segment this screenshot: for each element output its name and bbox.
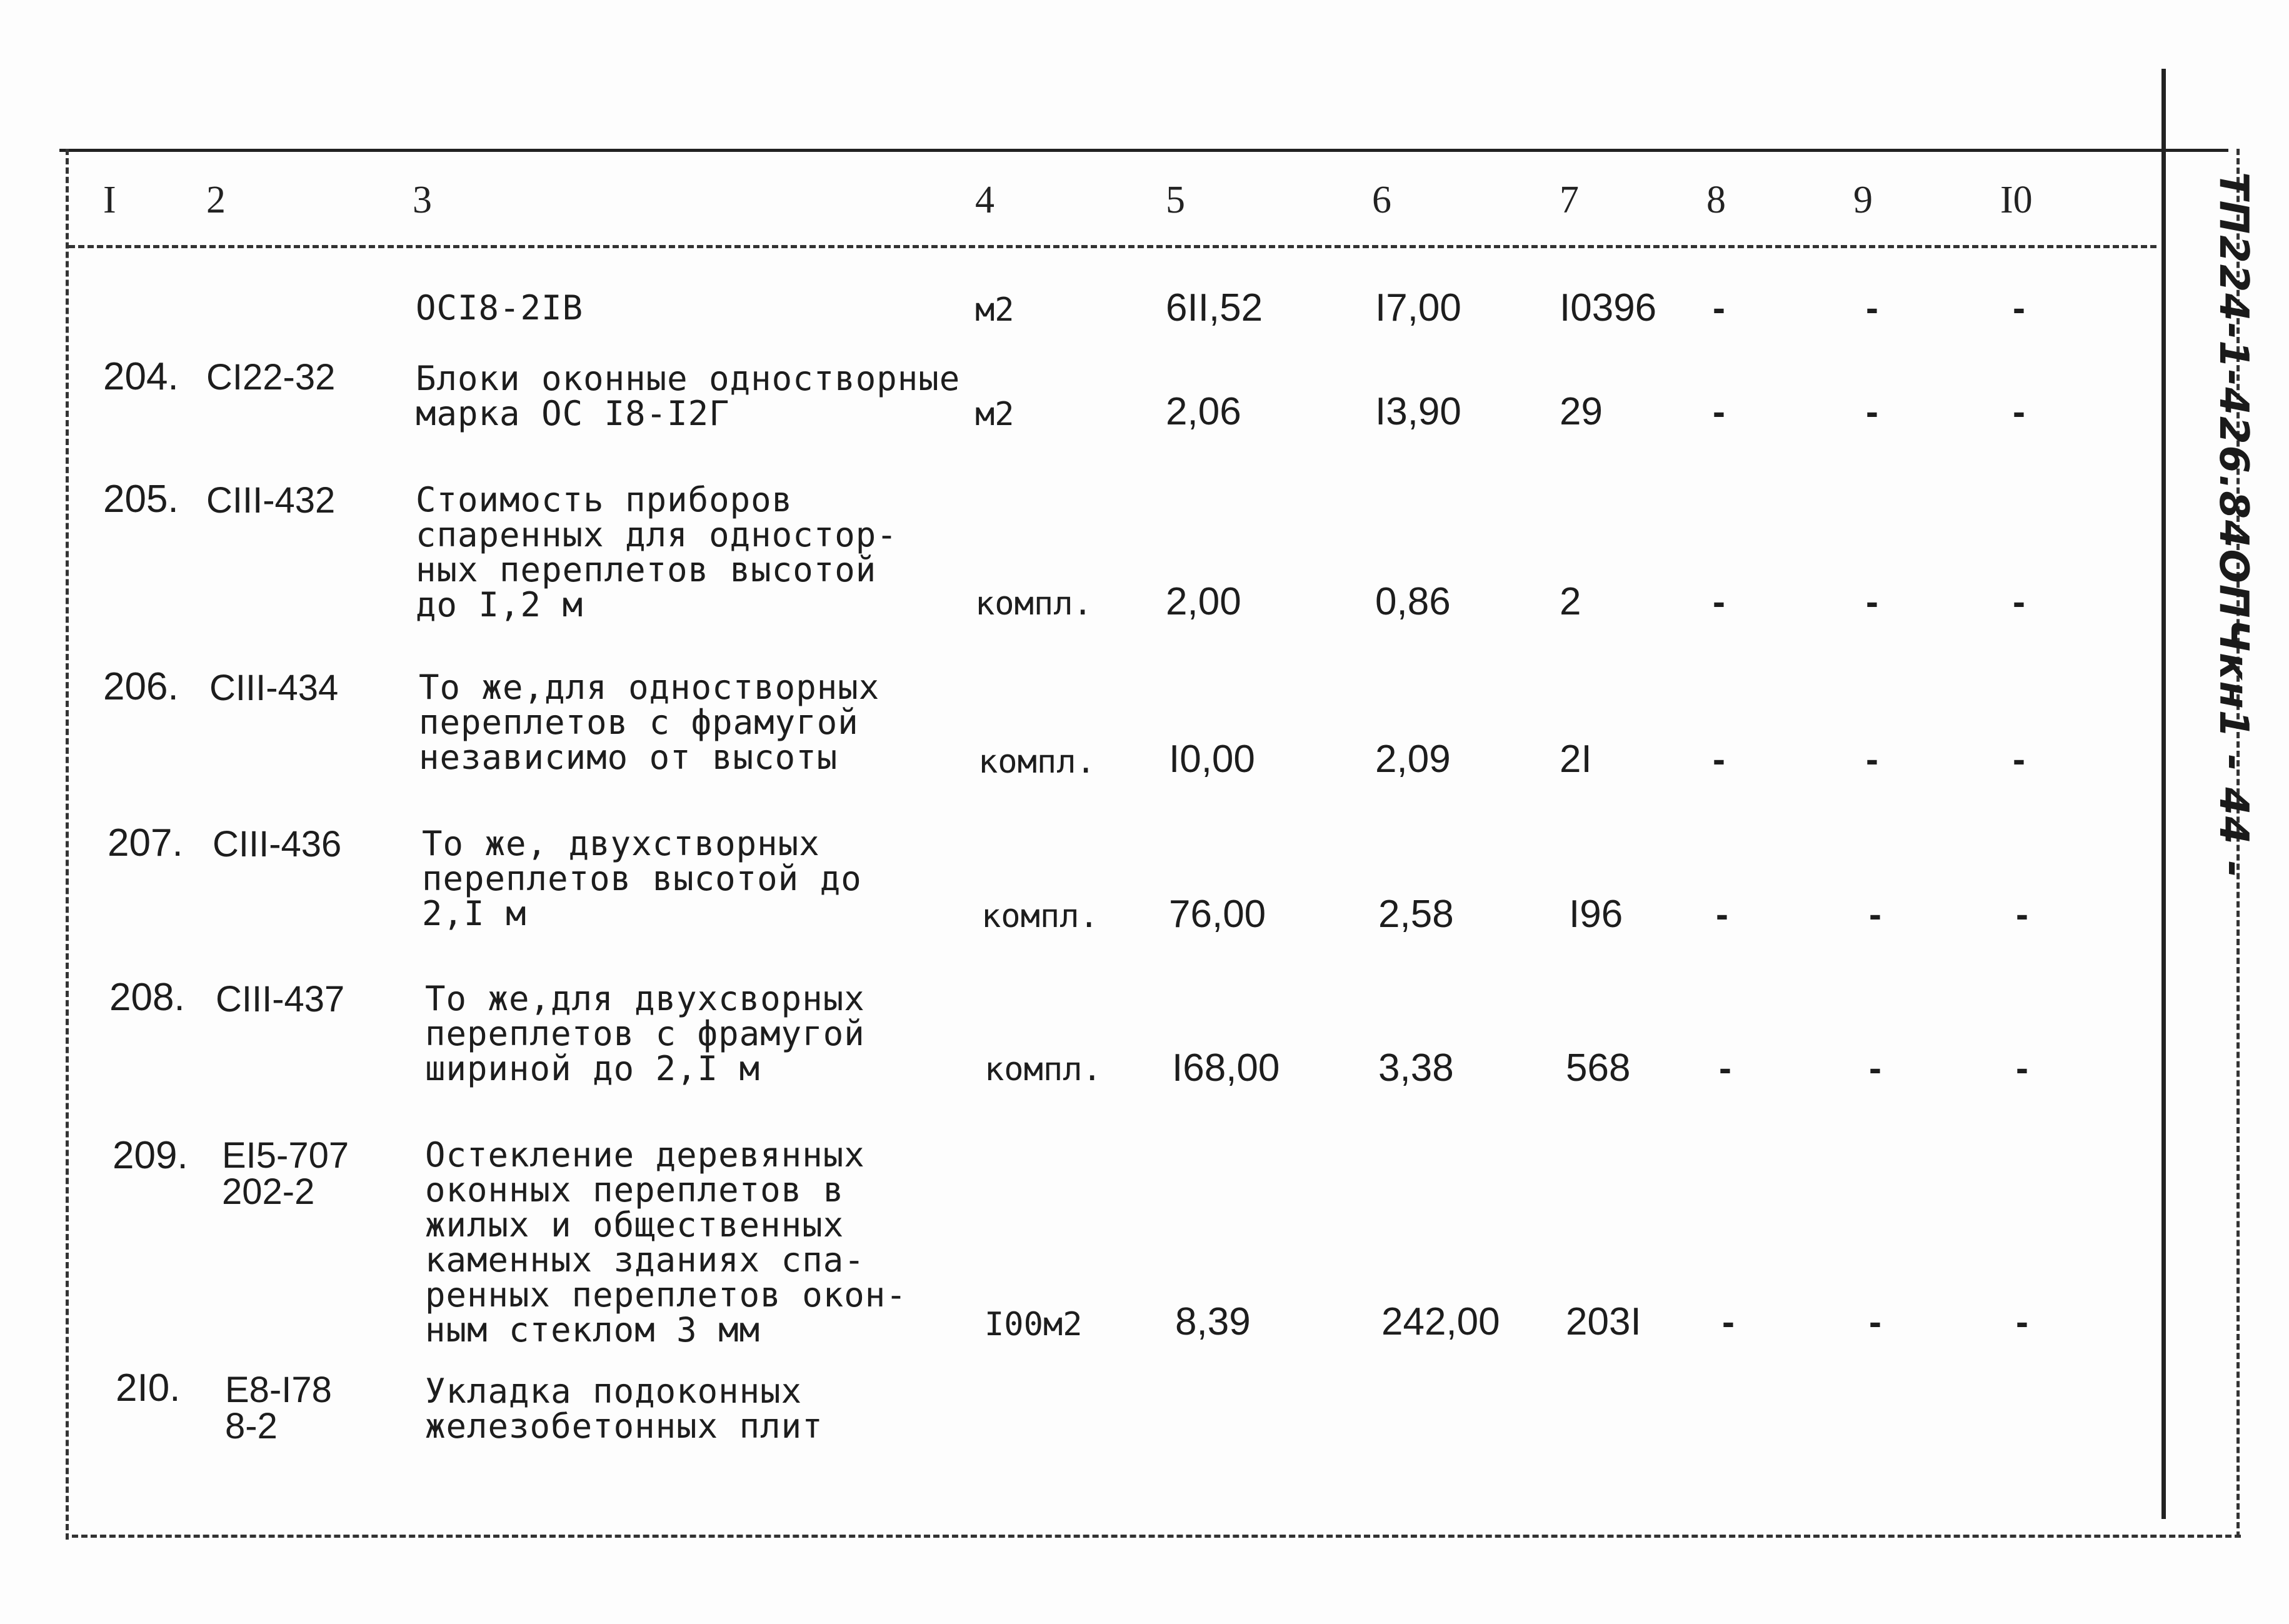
left-rule xyxy=(66,149,69,1540)
table-row-unit: I00м2 xyxy=(984,1306,1083,1343)
table-row-unit: компл. xyxy=(981,898,1099,935)
table-row-number: 204. xyxy=(103,355,179,398)
table-row-desc: Укладка подоконных железобетонных плит xyxy=(425,1371,823,1446)
table-row-col8: - xyxy=(1716,893,1728,935)
table-row-desc: OCI8-2IB xyxy=(416,288,584,328)
table-row-col5: 6II,52 xyxy=(1166,286,1263,329)
table-row-col6: I3,90 xyxy=(1375,390,1461,433)
table-row-code: CIII-437 xyxy=(216,979,345,1020)
top-rule xyxy=(59,149,2228,152)
column-header-2: 2 xyxy=(206,179,226,221)
table-row-desc: Остекление деревянных оконных переплетов в жилых и общественных каменных зданиях спа- ренных переплетов окон- ным стеклом 3 мм xyxy=(425,1135,907,1350)
table-row-col6: I7,00 xyxy=(1375,286,1461,329)
column-header-6: 6 xyxy=(1372,179,1391,221)
table-row-unit: компл. xyxy=(975,585,1093,623)
table-row-col9: - xyxy=(1869,1301,1881,1343)
table-row-col8: - xyxy=(1719,1047,1731,1089)
table-row-number: 2I0. xyxy=(116,1366,181,1410)
column-header-5: 5 xyxy=(1166,179,1185,221)
table-row-number: 206. xyxy=(103,665,179,708)
column-header-1: I xyxy=(103,179,116,221)
table-row-desc: Стоимость приборов спаренных для одностор- ных переплетов высотой до I,2 м xyxy=(416,480,898,624)
table-row-unit: м2 xyxy=(975,396,1014,433)
bottom-rule xyxy=(72,1535,2241,1538)
table-row-code: CIII-434 xyxy=(209,668,339,708)
right-rule xyxy=(2161,69,2166,1519)
table-row-col6: 0,86 xyxy=(1375,580,1451,623)
table-row-unit: м2 xyxy=(975,291,1014,329)
column-header-4: 4 xyxy=(975,179,994,221)
table-row-col7: 203I xyxy=(1566,1300,1641,1343)
table-row-col10: - xyxy=(2013,287,2025,329)
table-row-number: 205. xyxy=(103,478,179,521)
table-row-col7: 29 xyxy=(1560,390,1603,433)
table-row-col10: - xyxy=(2016,1047,2028,1089)
table-row-col6: 2,09 xyxy=(1375,738,1451,781)
table-row-code: CIII-436 xyxy=(213,824,342,865)
table-row-col9: - xyxy=(1866,738,1878,780)
table-row-col5: I68,00 xyxy=(1172,1046,1280,1090)
table-row-col9: - xyxy=(1869,1047,1881,1089)
table-row-col7: 2I xyxy=(1560,738,1592,781)
column-header-9: 9 xyxy=(1853,179,1873,221)
table-row-col5: 76,00 xyxy=(1169,893,1266,936)
table-row-col10: - xyxy=(2016,1301,2028,1343)
table-row-col5: 2,00 xyxy=(1166,580,1241,623)
table-row-desc: То же, двухстворных переплетов высотой до 2,I м xyxy=(422,824,862,933)
table-row-col7: 568 xyxy=(1566,1046,1631,1090)
table-row-number: 209. xyxy=(113,1134,188,1177)
table-row-col8: - xyxy=(1722,1301,1735,1343)
table-row-col9: - xyxy=(1869,893,1881,935)
table-row-col9: - xyxy=(1866,391,1878,433)
table-row-col6: 2,58 xyxy=(1378,893,1454,936)
table-row-col5: 2,06 xyxy=(1166,390,1241,433)
table-row-code: EI5-707 202-2 xyxy=(222,1135,349,1212)
table-row-col10: - xyxy=(2013,738,2025,780)
table-row-desc: Блоки оконные одностворные марка ОС I8-I2Г xyxy=(416,359,961,433)
document-code-label: ТП224-1-426.84ОПЧкн1 - 44 - xyxy=(2210,172,2256,879)
table-row-code: CIII-432 xyxy=(206,480,336,521)
table-row-unit: компл. xyxy=(984,1051,1102,1088)
table-row-code: E8-I78 8-2 xyxy=(225,1370,332,1446)
table-row-col10: - xyxy=(2013,581,2025,623)
table-row-col7: I0396 xyxy=(1560,286,1657,329)
table-row-col8: - xyxy=(1713,287,1725,329)
column-header-10: I0 xyxy=(2000,179,2033,221)
table-row-unit: компл. xyxy=(978,743,1096,781)
table-row-number: 208. xyxy=(109,976,185,1019)
table-row-col5: 8,39 xyxy=(1175,1300,1251,1343)
table-row-desc: То же,для одностворных переплетов с фрамугой независимо от высоты xyxy=(419,668,880,777)
table-row-col5: I0,00 xyxy=(1169,738,1255,781)
table-row-col9: - xyxy=(1866,581,1878,623)
table-row-col8: - xyxy=(1713,391,1725,433)
column-header-7: 7 xyxy=(1560,179,1579,221)
table-row-col6: 242,00 xyxy=(1381,1300,1500,1343)
table-row-number: 207. xyxy=(108,821,183,865)
table-row-desc: То же,для двухсворных переплетов с фрамугой шириной до 2,I м xyxy=(425,979,865,1088)
table-row-col7: I96 xyxy=(1569,893,1623,936)
table-row-col7: 2 xyxy=(1560,580,1581,623)
column-header-8: 8 xyxy=(1706,179,1726,221)
table-row-col10: - xyxy=(2013,391,2025,433)
table-row-col8: - xyxy=(1713,581,1725,623)
column-header-3: 3 xyxy=(413,179,432,221)
table-row-col9: - xyxy=(1866,287,1878,329)
table-row-code: CI22-32 xyxy=(206,357,336,398)
table-row-col8: - xyxy=(1713,738,1725,780)
table-row-col6: 3,38 xyxy=(1378,1046,1454,1090)
table-row-col10: - xyxy=(2016,893,2028,935)
header-rule xyxy=(69,245,2156,248)
